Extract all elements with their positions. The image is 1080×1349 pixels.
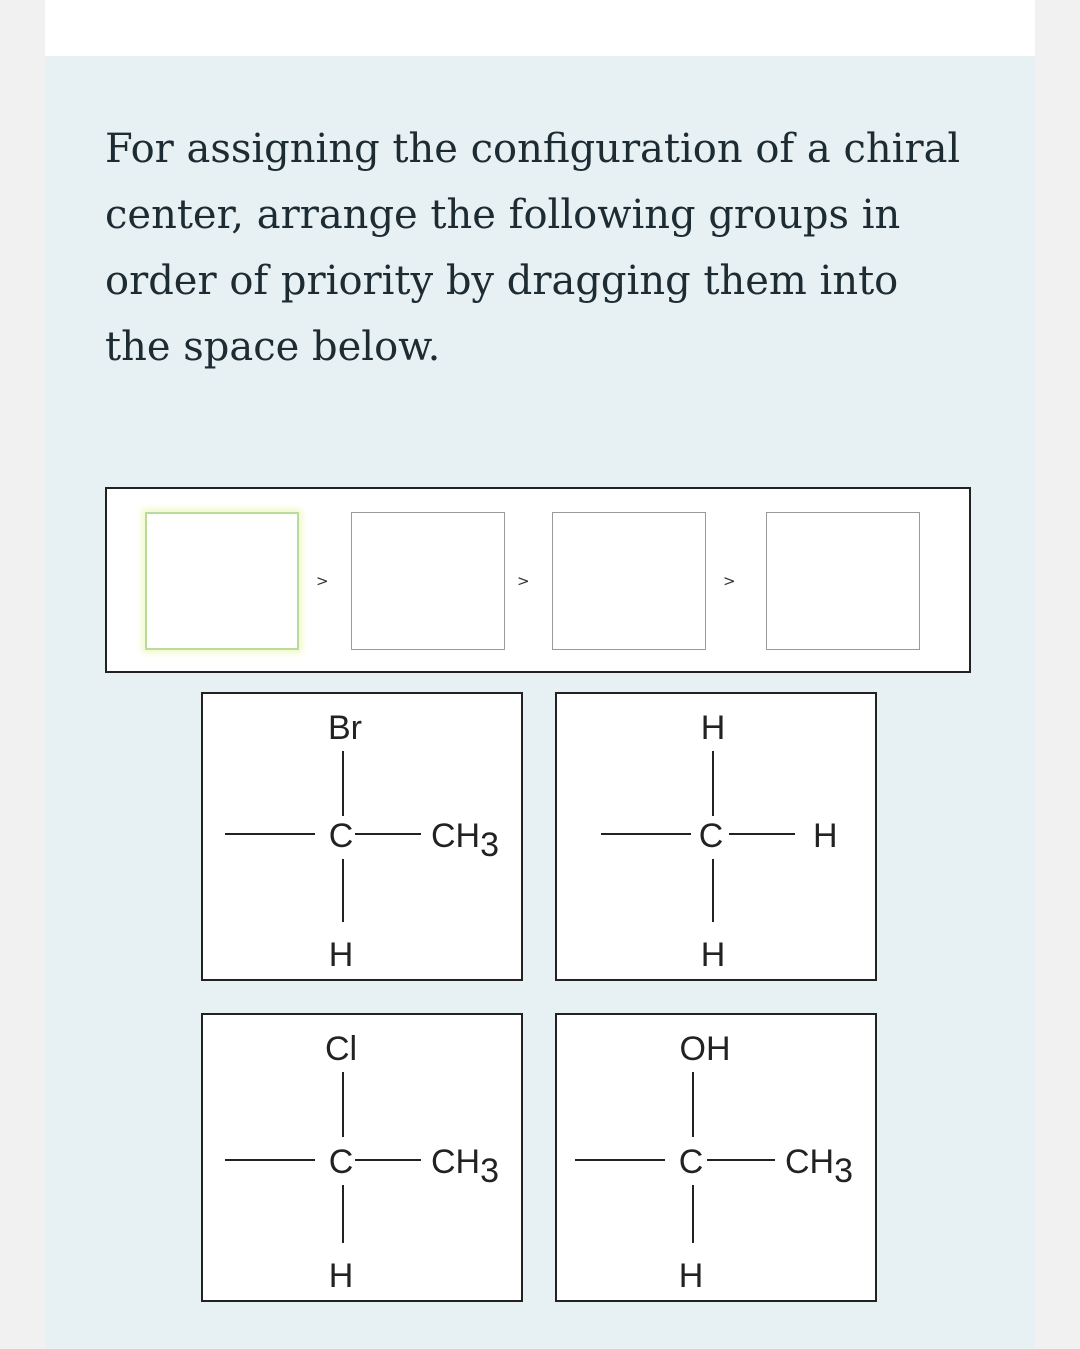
center-carbon: C: [678, 1143, 704, 1181]
right-main: CH: [431, 817, 481, 855]
right-subscript: 3: [834, 1152, 854, 1190]
center-carbon: C: [328, 817, 354, 855]
top-strip: [45, 0, 1035, 56]
question-line: center, arrange the following groups in: [105, 192, 901, 238]
question-line: order of priority by dragging them into: [105, 258, 899, 304]
greater-than-3: >: [723, 572, 736, 590]
group-card-bromo[interactable]: [201, 692, 523, 981]
question-line: For assigning the configuration of a chiral: [105, 126, 961, 172]
fischer-structure: [557, 694, 875, 979]
question-line: the space below.: [105, 324, 441, 370]
question-text: [105, 116, 1005, 380]
center-carbon: C: [328, 1143, 354, 1181]
right-main: H: [813, 817, 838, 855]
bottom-substituent: H: [700, 936, 726, 974]
group-card-chloro[interactable]: [201, 1013, 523, 1302]
center-carbon: C: [698, 817, 724, 855]
bottom-substituent: H: [328, 1257, 354, 1295]
fischer-structure: [203, 694, 521, 979]
top-substituent: OH: [679, 1030, 731, 1068]
right-main: CH: [785, 1143, 835, 1181]
group-card-methyl[interactable]: [555, 692, 877, 981]
right-subscript: 3: [480, 826, 500, 864]
greater-than-1: >: [316, 572, 329, 590]
right-substituent: [431, 817, 499, 864]
bottom-substituent: H: [678, 1257, 704, 1295]
fischer-structure: [557, 1015, 875, 1300]
right-subscript: 3: [480, 1152, 500, 1190]
drop-slot-3[interactable]: [552, 512, 706, 650]
top-substituent: Br: [328, 709, 362, 747]
right-substituent: [785, 1143, 853, 1190]
drop-slot-1[interactable]: [145, 512, 299, 650]
top-substituent: H: [700, 709, 726, 747]
greater-than-2: >: [517, 572, 530, 590]
bottom-substituent: H: [328, 936, 354, 974]
drop-slot-2[interactable]: [351, 512, 505, 650]
top-substituent: Cl: [324, 1030, 358, 1068]
right-substituent: [813, 817, 838, 855]
priority-drop-area: [105, 487, 971, 673]
drop-slot-4[interactable]: [766, 512, 920, 650]
right-main: CH: [431, 1143, 481, 1181]
right-substituent: [431, 1143, 499, 1190]
fischer-structure: [203, 1015, 521, 1300]
group-card-hydroxy[interactable]: [555, 1013, 877, 1302]
